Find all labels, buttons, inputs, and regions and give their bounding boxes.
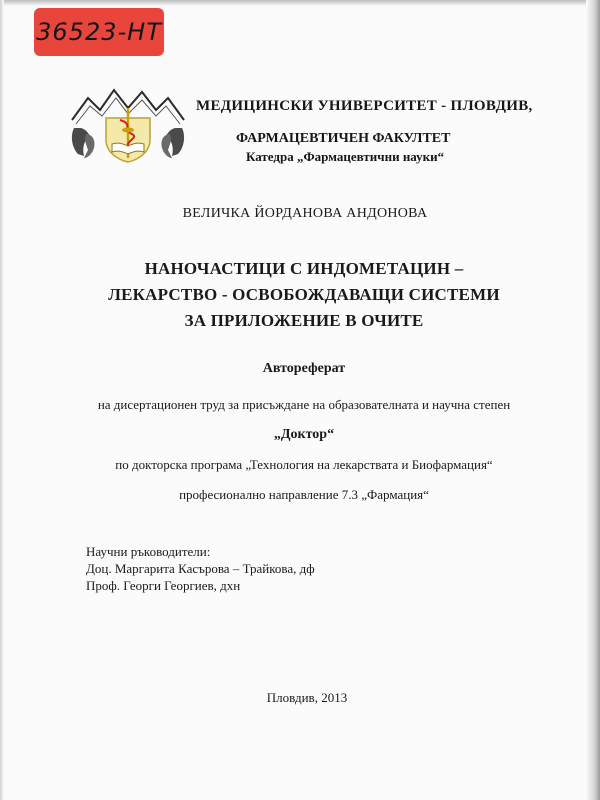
title-line-3: ЗА ПРИЛОЖЕНИЕ В ОЧИТЕ <box>184 311 424 330</box>
dissertation-title <box>0 256 600 334</box>
university-name: МЕДИЦИНСКИ УНИВЕРСИТЕТ - ПЛОВДИВ, <box>196 98 533 114</box>
dissertation-purpose: на дисертационен труд за присъждане на образователната и научна степен <box>97 397 511 412</box>
department-name: Катедра „Фармацевтични науки“ <box>246 149 445 164</box>
supervisors-block <box>86 543 315 594</box>
supervisor-name: Проф. Георги Георгиев, дхн <box>86 578 241 593</box>
faculty-name: ФАРМАЦЕВТИЧЕН ФАКУЛТЕТ <box>236 131 451 146</box>
registration-stamp: 36523-НТ <box>34 8 164 56</box>
title-line-2: ЛЕКАРСТВО - ОСВОБОЖДАВАЩИ СИСТЕМИ <box>108 285 500 304</box>
professional-direction: професионално направление 7.3 „Фармация“ <box>179 487 429 502</box>
scan-edge-top <box>0 0 600 6</box>
academic-degree: „Доктор“ <box>273 427 335 442</box>
supervisors-label: Научни ръководители: <box>86 544 211 559</box>
institution-header <box>196 98 566 165</box>
title-line-1: НАНОЧАСТИЦИ С ИНДОМЕТАЦИН – <box>144 259 464 278</box>
author-name: ВЕЛИЧКА ЙОРДАНОВА АНДОНОВА <box>182 206 428 221</box>
supervisor-name: Доц. Маргарита Касърова – Трайкова, дф <box>86 561 315 576</box>
city-year: Пловдив, 2013 <box>266 690 348 705</box>
university-crest-icon <box>66 84 190 164</box>
document-type: Автореферат <box>262 361 346 376</box>
doctoral-program: по докторска програма „Технология на лекарствата и Биофармация“ <box>115 457 493 472</box>
